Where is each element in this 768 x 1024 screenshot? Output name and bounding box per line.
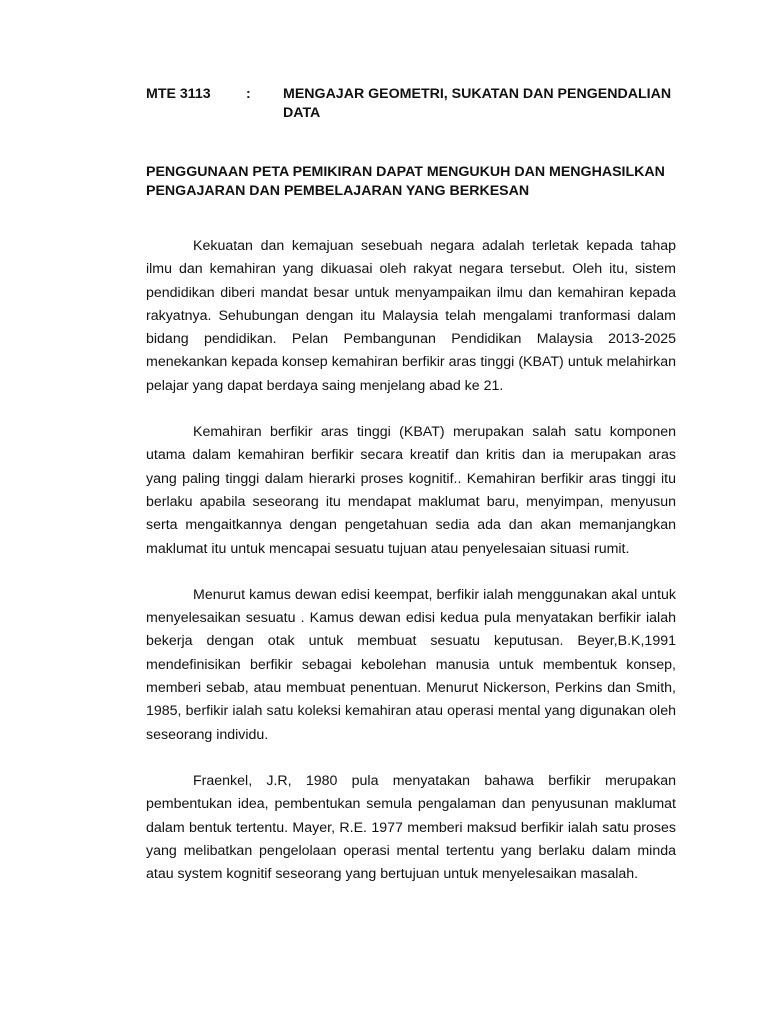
paragraph-2: Kemahiran berfikir aras tinggi (KBAT) merupakan salah satu komponen utama dalam kemahiran berfikir secara kreatif dan kritis dan ia merupakan aras yang paling tinggi dalam hierarki proses kognitif.. Kemahiran berfikir aras tinggi itu berlaku apabila seseorang itu mendapat maklumat baru, menyimpan, menyusun serta mengaitkannya dengan pengetahuan sedia ada dan akan memanjangkan maklumat itu untuk mencapai sesuatu tujuan atau penyelesaian situasi rumit. xyxy=(146,424,676,557)
header-separator: : xyxy=(246,86,251,102)
document-body xyxy=(146,235,676,909)
course-code: MTE 3113 xyxy=(146,86,211,102)
paragraph-1: Kekuatan dan kemajuan sesebuah negara adalah terletak kepada tahap ilmu dan kemahiran yang dikuasai oleh rakyat negara tersebut. Oleh itu, sistem pendidikan diberi mandat besar untuk menyampaikan ilmu dan kemahiran kepada rakyatnya. Sehubungan dengan itu Malaysia telah mengalami tranformasi dalam bidang pendidikan. Pelan Pembangunan Pendidikan Malaysia 2013-2025 menekankan kepada konsep kemahiran berfikir aras tinggi (KBAT) untuk melahirkan pelajar yang dapat berdaya saing menjelang abad ke 21. xyxy=(146,238,676,394)
paragraph-3: Menurut kamus dewan edisi keempat, berfikir ialah menggunakan akal untuk menyelesaikan sesuatu . Kamus dewan edisi kedua pula menyatakan berfikir ialah bekerja dengan otak untuk membuat sesuatu keputusan. Beyer,B.K,1991 mendefinisikan berfikir sebagai kebolehan manusia untuk membentuk konsep, memberi sebab, atau membuat penentuan. Menurut Nickerson, Perkins dan Smith, 1985, berfikir ialah satu koleksi kemahiran atau operasi mental yang digunakan oleh seseorang individu. xyxy=(146,586,676,743)
paragraph-4: Fraenkel, J.R, 1980 pula menyatakan bahawa berfikir merupakan pembentukan idea, pembentukan semula pengalaman dan penyusunan maklumat dalam bentuk tertentu. Mayer, R.E. 1977 memberi maksud berfikir ialah satu proses yang melibatkan pengelolaan operasi mental tertentu yang berlaku dalam minda atau system kognitif seseorang yang bertujuan untuk menyelesaikan masalah. xyxy=(146,772,676,883)
course-title: MENGAJAR GEOMETRI, SUKATAN DAN PENGENDALIAN DATA xyxy=(283,86,672,121)
document-title: PENGGUNAAN PETA PEMIKIRAN DAPAT MENGUKUH DAN MENGHASILKAN PENGAJARAN DAN PEMBELAJARAN YANG BERKESAN xyxy=(146,164,665,199)
